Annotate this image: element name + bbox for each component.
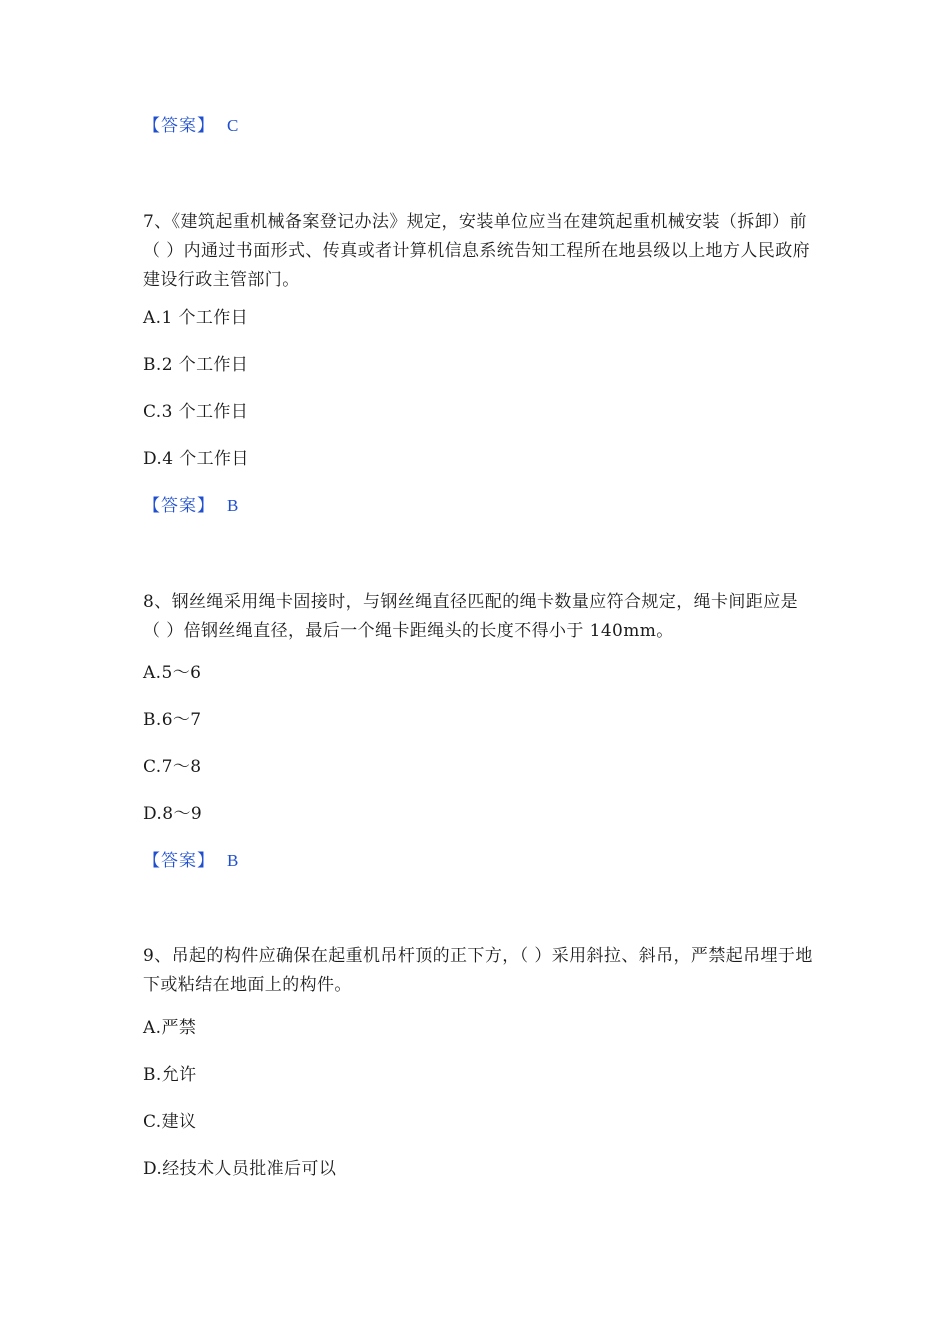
q8-option-c: C.7～8	[143, 757, 202, 777]
answer-value: B	[227, 851, 239, 870]
q7-option-b: B.2 个工作日	[143, 355, 249, 375]
answer-value: C	[227, 116, 239, 135]
q9-option-c: C.建议	[143, 1112, 197, 1132]
answer-7	[143, 494, 238, 518]
answer-value: B	[227, 496, 239, 515]
answer-label: 【答案】	[143, 116, 215, 136]
q8-option-a: A.5～6	[143, 663, 202, 683]
q7-option-c: C.3 个工作日	[143, 402, 249, 422]
question-9: 9、吊起的构件应确保在起重机吊杆顶的正下方，（ ）采用斜拉、斜吊，严禁起吊埋于地下或粘结在地面上的构件。	[143, 946, 813, 995]
answer-6	[143, 114, 238, 138]
q9-option-d: D.经技术人员批准后可以	[143, 1159, 337, 1179]
q7-option-a: A.1 个工作日	[143, 308, 249, 328]
q9-option-a: A.严禁	[143, 1018, 197, 1038]
q7-option-d: D.4 个工作日	[143, 449, 249, 469]
answer-8	[143, 849, 238, 873]
q8-option-d: D.8～9	[143, 804, 203, 824]
answer-label: 【答案】	[143, 851, 215, 871]
q8-option-b: B.6～7	[143, 710, 202, 730]
question-7: 7、《建筑起重机械备案登记办法》规定，安装单位应当在建筑起重机械安装（拆卸）前（ ）内通过书面形式、传真或者计算机信息系统告知工程所在地县级以上地方人民政府建设行政主管部门。	[143, 212, 811, 290]
answer-label: 【答案】	[143, 496, 215, 516]
question-8: 8、钢丝绳采用绳卡固接时，与钢丝绳直径匹配的绳卡数量应符合规定，绳卡间距应是（ ）倍钢丝绳直径，最后一个绳卡距绳头的长度不得小于 140mm。	[143, 592, 799, 641]
q9-option-b: B.允许	[143, 1065, 197, 1085]
